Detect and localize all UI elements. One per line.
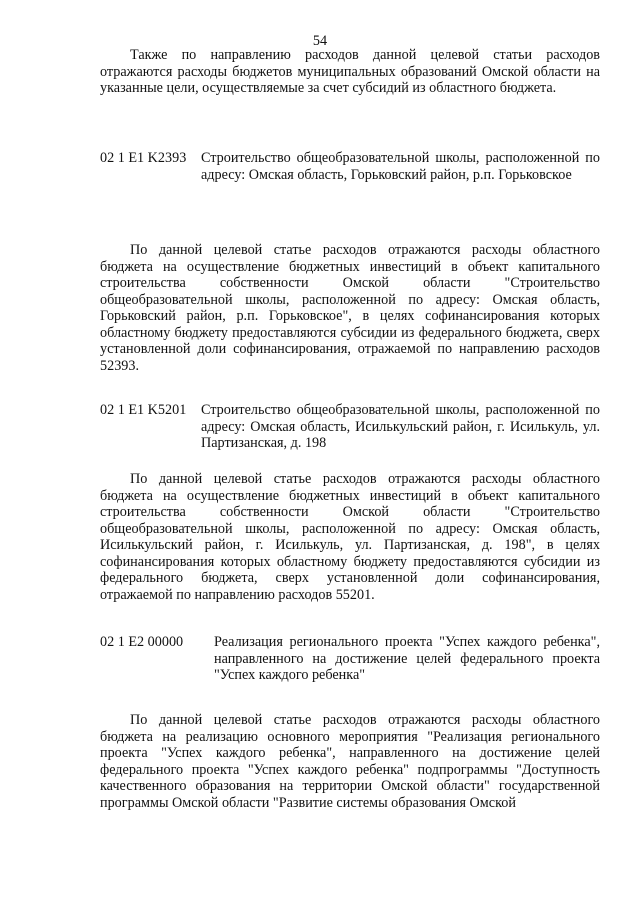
intro-paragraph: Также по направлению расходов данной целевой статьи расходов отражаются расходы бюджетов муниципальных образований Омской области на указанные цели, осуществляемые за счет субсидий из областного бюджета. [100, 47, 600, 96]
entry-code: 02 1 E1 K2393 [100, 150, 187, 166]
entry-k2393 [100, 150, 600, 210]
entry-title: Строительство общеобразовательной школы, расположенной по адресу: Омская область, Исилькульский район, г. Исилькуль, ул. Партизанская, д. 198 [201, 402, 600, 451]
entry-code: 02 1 E2 00000 [100, 634, 184, 650]
entry-e2-00000 [100, 634, 600, 694]
entry-code: 02 1 E1 K5201 [100, 402, 187, 418]
entry-description: По данной целевой статье расходов отражаются расходы областного бюджета на осуществление бюджетных инвестиций в объект капитального строительства собственности Омской области "Строительство общеобразовательной школы, расположенной по адресу: Омская область, Горьковский район, р.п. Горьковское", в целях софинансирования которых областному бюджету предоставляются субсидии из федерального бюджета, сверх установленной доли софинансирования, отражаемой по направлению расходов 52393. [100, 242, 600, 374]
entry-title: Реализация регионального проекта "Успех каждого ребенка", направленного на достижение целей федерального проекта "Успех каждого ребенка" [214, 634, 600, 683]
entry-description: По данной целевой статье расходов отражаются расходы областного бюджета на реализацию основного мероприятия "Реализация регионального проекта "Успех каждого ребенка", направленного на достижение целей федерального проекта "Успех каждого ребенка" подпрограммы "Доступность качественного образования на территории Омской области" государственной программы Омской области "Развитие системы образования Омской [100, 712, 600, 811]
entry-description: По данной целевой статье расходов отражаются расходы областного бюджета на осуществление бюджетных инвестиций в объект капитального строительства собственности Омской области "Строительство общеобразовательной школы, расположенной по адресу: Омская область, Исилькульский район, г. Исилькуль, ул. Партизанская, д. 198", в целях софинансирования которых областному бюджету предоставляются субсидии из федерального бюджета, сверх установленной доли софинансирования, отражаемой по направлению расходов 55201. [100, 471, 600, 603]
entry-k5201 [100, 402, 600, 462]
entry-title: Строительство общеобразовательной школы, расположенной по адресу: Омская область, Горьковский район, р.п. Горьковское [201, 150, 600, 183]
page-number: 54 [312, 33, 328, 49]
